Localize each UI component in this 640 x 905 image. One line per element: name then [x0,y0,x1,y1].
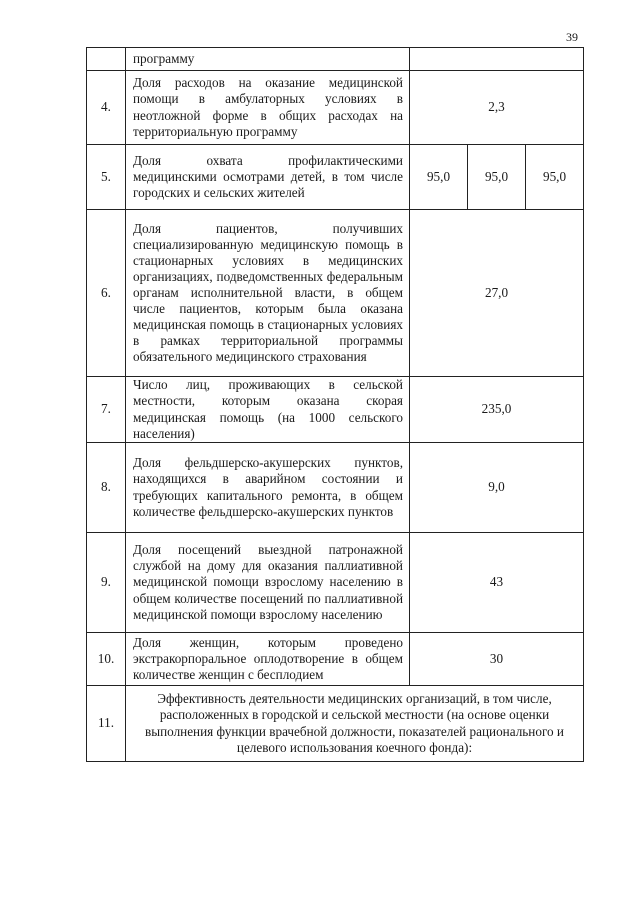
table-row [87,210,584,377]
indicator-text: Доля женщин, которым проведено экстракорпоральное оплодотворение в общем количестве женщин с бесплодием [126,633,410,686]
indicator-value: 235,0 [410,377,584,443]
row-number: 5. [87,145,126,210]
row-number: 10. [87,633,126,686]
indicator-text: Доля охвата профилактическими медицинскими осмотрами детей, в том числе городских и сельских жителей [126,145,410,210]
indicator-text: Число лиц, проживающих в сельской местности, которым оказана скорая медицинская помощь (на 1000 сельского населения) [126,377,410,443]
table-row [87,145,584,210]
indicator-text: Эффективность деятельности медицинских организаций, в том числе, расположенных в городской и сельской местности (на основе оценки выполнения функции врачебной должности, показателей рационального и целевого использования коечного фонда): [126,686,584,762]
indicator-value: 2,3 [410,71,584,145]
indicator-text: Доля расходов на оказание медицинской помощи в амбулаторных условиях в неотложной форме в общих расходах на территориальную программу [126,71,410,145]
row-number: 6. [87,210,126,377]
row-number: 7. [87,377,126,443]
table-row [87,633,584,686]
indicators-table [86,47,584,762]
table-row [87,533,584,633]
indicator-text: Доля пациентов, получивших специализированную медицинскую помощь в стационарных условиях в медицинских организациях, подведомственных федеральным органам исполнительной власти, в общем числе пациентов, которым была оказана медицинская помощь в стационарных условиях в рамках территориальной программы обязательного медицинского страхования [126,210,410,377]
table-row [87,48,584,71]
row-number: 11. [87,686,126,762]
indicator-value: 9,0 [410,443,584,533]
table-row [87,686,584,762]
indicator-text: программу [126,48,410,71]
indicator-value: 95,0 [526,145,584,210]
indicator-text: Доля фельдшерско-акушерских пунктов, находящихся в аварийном состоянии и требующих капитального ремонта, в общем количестве фельдшерско-акушерских пунктов [126,443,410,533]
row-number [87,48,126,71]
indicator-value: 95,0 [468,145,526,210]
indicator-value: 30 [410,633,584,686]
indicator-value: 43 [410,533,584,633]
indicator-text: Доля посещений выездной патронажной службой на дому для оказания паллиативной медицинской помощи взрослому населению в общем количестве посещений по паллиативной медицинской помощи взрослому населению [126,533,410,633]
table-row [87,443,584,533]
row-number: 8. [87,443,126,533]
indicator-value [410,48,584,71]
indicator-value: 95,0 [410,145,468,210]
table-row [87,71,584,145]
indicator-value: 27,0 [410,210,584,377]
row-number: 4. [87,71,126,145]
row-number: 9. [87,533,126,633]
table-row [87,377,584,443]
page-number: 39 [566,30,578,44]
